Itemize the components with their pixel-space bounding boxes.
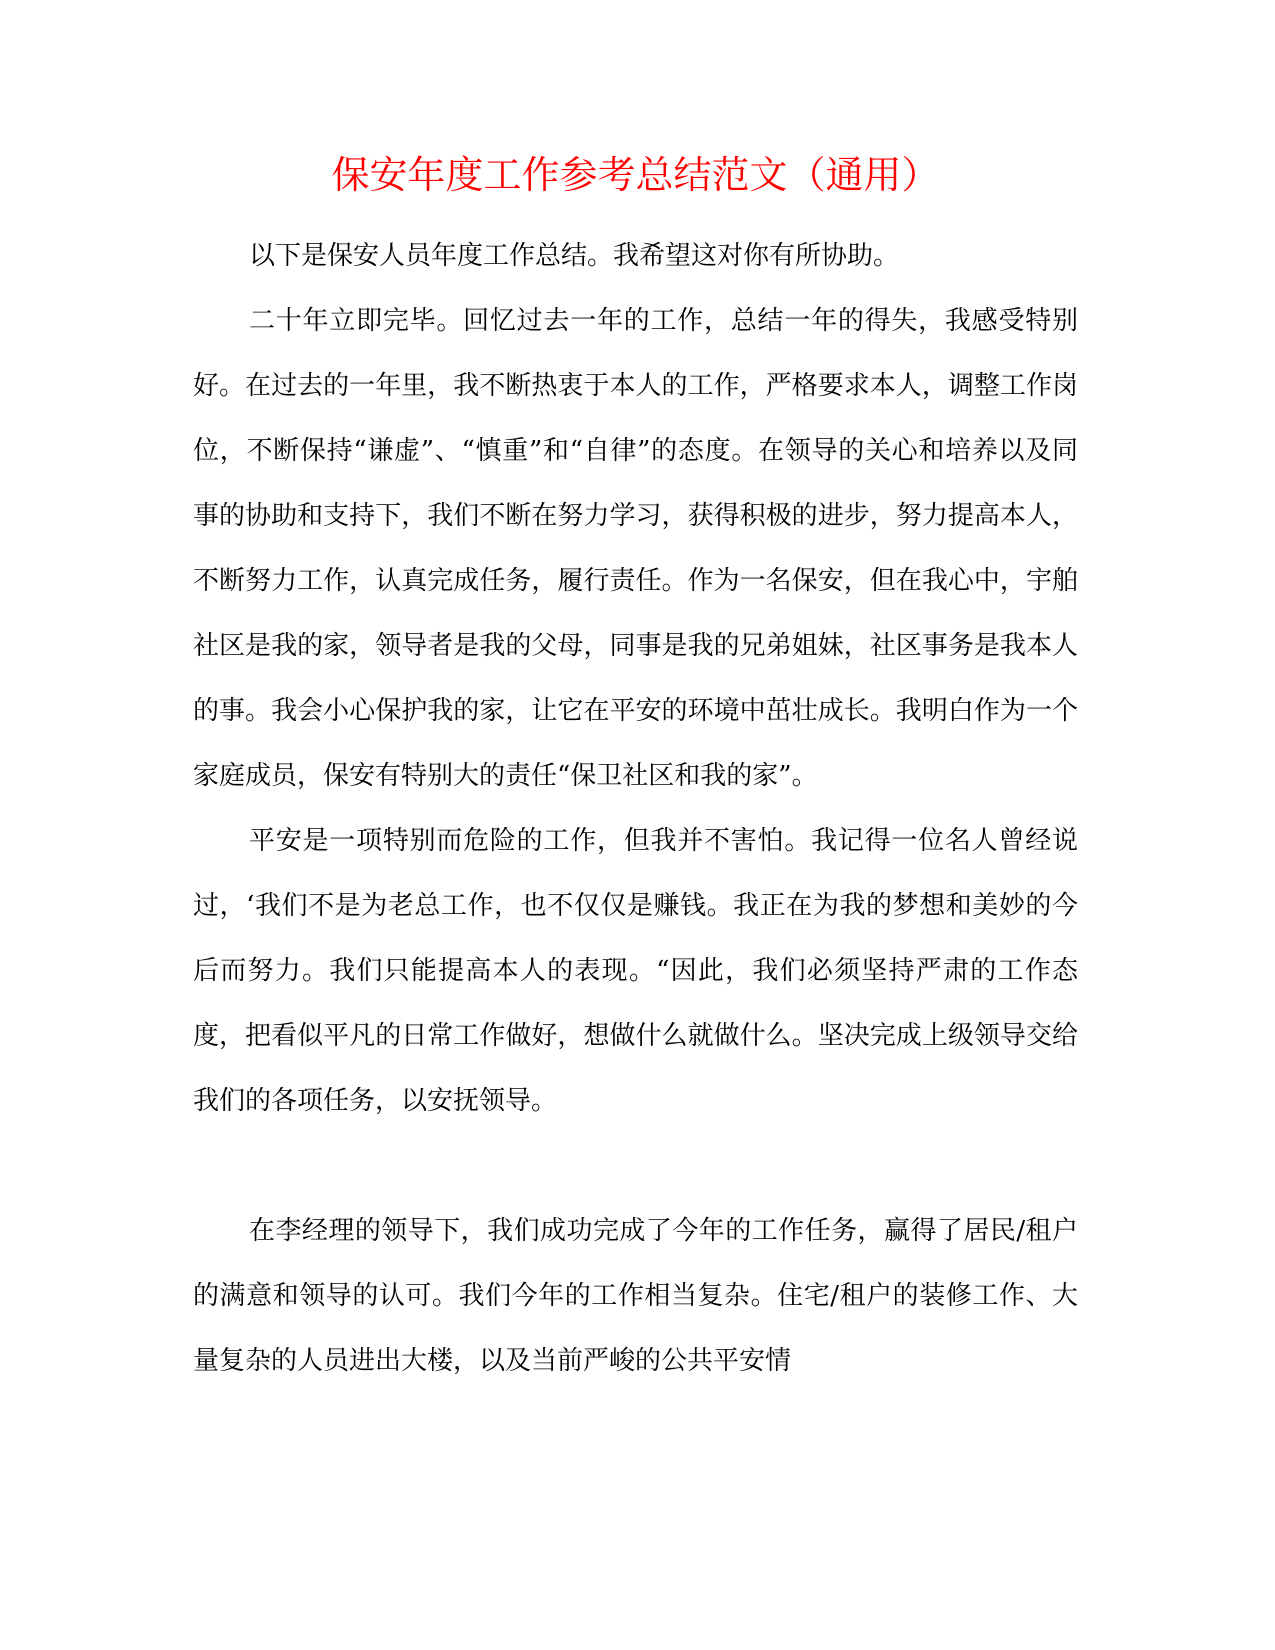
document-title: 保安年度工作参考总结范文（通用） bbox=[331, 153, 940, 197]
paragraph-achievements: 在李经理的领导下，我们成功完成了今年的工作任务，赢得了居民/租户的满意和领导的认可。我们今年的工作相当复杂。住宅/租户的装修工作、大量复杂的人员进出大楼，以及当前严峻的公共平安情 bbox=[193, 1216, 1078, 1376]
paragraph-security-work: 平安是一项特别而危险的工作，但我并不害怕。我记得一位名人曾经说过，‘我们不是为老总工作，也不仅仅是赚钱。我正在为我的梦想和美妙的今后而努力。我们只能提高本人的表现。“因此，我们必须坚持严肃的工作态度，把看似平凡的日常工作做好，想做什么就做什么。坚决完成上级领导交给我们的各项任务，以安抚领导。 bbox=[193, 826, 1078, 1116]
paragraph-year-review: 二十年立即完毕。回忆过去一年的工作，总结一年的得失，我感受特别好。在过去的一年里，我不断热衷于本人的工作，严格要求本人，调整工作岗位，不断保持“谦虚”、“慎重”和“自律”的态度。在领导的关心和培养以及同事的协助和支持下，我们不断在努力学习，获得积极的进步，努力提高本人，不断努力工作，认真完成任务，履行责任。作为一名保安，但在我心中，宇舶社区是我的家，领导者是我的父母，同事是我的兄弟姐妹，社区事务是我本人的事。我会小心保护我的家，让它在平安的环境中茁壮成长。我明白作为一个家庭成员，保安有特别大的责任“保卫社区和我的家”。 bbox=[193, 306, 1078, 791]
document-body bbox=[193, 224, 1078, 1394]
paragraph-spacer bbox=[193, 1134, 1078, 1199]
paragraph-intro: 以下是保安人员年度工作总结。我希望这对你有所协助。 bbox=[249, 241, 900, 271]
